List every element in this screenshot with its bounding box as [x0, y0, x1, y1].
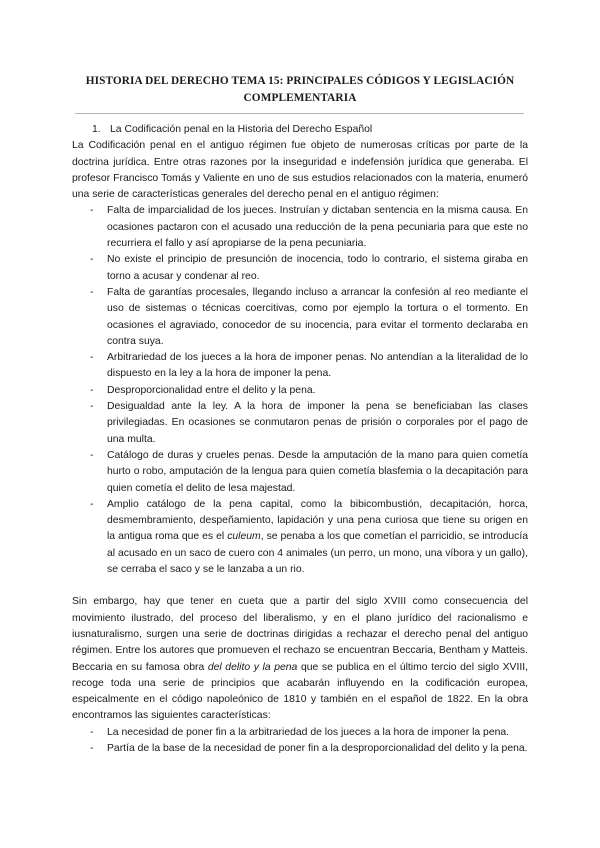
list-item — [72, 399, 528, 448]
list-item-text: Falta de garantías procesales, llegando incluso a arrancar la confesión al reo mediante el uso de sistemas o técnicas coercitivas, como por ejemplo la tortura o el tormento. En ocasiones el agraviado, conocedor de su inocencia, para evitar el tormento declaraba en contra suya. — [107, 286, 528, 347]
list-item — [72, 252, 528, 285]
section-heading — [92, 122, 528, 138]
dash-bullet: - — [90, 352, 94, 364]
list-item-text: No existe el principio de presunción de inocencia, todo lo contrario, el sistema giraba en torno a acusar y condenar al reo. — [107, 254, 528, 282]
list-item — [72, 725, 528, 741]
list-item-text: Desproporcionalidad entre el delito y la pena. — [107, 384, 316, 396]
paragraph-gap — [72, 578, 528, 594]
list-item — [72, 383, 528, 399]
second-paragraph-end: que se publica en el último tercio del siglo XVIII, recoge toda una serie de principios que acabarán influyendo en la codificación europea, espeicalmente en el código napoleónico de 1810 y también en el español de 1822. En la obra encontramos las siguientes características: — [72, 661, 528, 722]
section-number: 1. — [92, 124, 101, 135]
list-item-text: Amplio catálogo de la pena capital, como la bibicombustión, decapitación, horca, desmembramiento, despeñamiento, lapidación y una pena curiosa que tiene su origen en la antigua roma que es el — [107, 498, 528, 543]
dash-bullet: - — [90, 401, 94, 413]
section-heading-text: La Codificación penal en la Historia del Derecho Español — [110, 124, 373, 135]
list-item-text: Falta de imparcialidad de los jueces. Instruían y dictaban sentencia en la misma causa. En ocasiones pactaron con el acusado una reducción de la pena pecuniaria para que este no recurriera el fallo y así apropiarse de la pena pecuniaria. — [107, 205, 528, 250]
culeum-term: culeum — [227, 531, 261, 543]
dash-bullet: - — [90, 286, 94, 298]
document-title: HISTORIA DEL DERECHO TEMA 15: PRINCIPALES CÓDIGOS Y LEGISLACIÓN COMPLEMENTARIA — [85, 75, 515, 104]
dash-bullet: - — [90, 742, 94, 754]
characteristics-list — [72, 203, 528, 578]
list-item — [72, 285, 528, 350]
list-item-text: Catálogo de duras y crueles penas. Desde la amputación de la mano para quien cometía hurto o robo, amputación de la lengua para quien cometía blasfemia o la decapitación para quien cometía el delito de lesa majestad. — [107, 449, 528, 494]
book-title: del delito y la pena — [207, 661, 298, 673]
dash-bullet: - — [90, 384, 94, 396]
list-item — [72, 350, 528, 383]
document-body — [72, 122, 528, 757]
list-item-text: Desigualdad ante la ley. A la hora de imponer la pena se beneficiaban las clases privilegiadas. En ocasiones se conmutaron penas de prisión o corporales por el pago de una multa. — [107, 401, 528, 445]
list-item-text: Partía de la base de la necesidad de poner fin a la desproporcionalidad del delito y la pena. — [107, 742, 528, 754]
second-paragraph-start: Sin embargo, hay que tener en cueta que a partir del siglo XVIII como consecuencia del movimiento ilustrado, del proceso del liberalismo, y en el plano jurídico del racionalismo e iusnaturalismo, surgen una serie de doctrinas dirigidas a rechazar el derecho penal del antiguo régimen. Entre los autores que promueven el rechazo se encuentran Beccaria, Bentham y Matteis. Beccaria en su famosa obra — [72, 596, 528, 673]
dash-bullet: - — [90, 254, 94, 266]
dash-bullet: - — [90, 449, 94, 461]
list-item — [72, 203, 528, 252]
intro-paragraph: La Codificación penal en el antiguo régimen fue objeto de numerosas críticas por parte de la doctrina jurídica. Entre otras razones por la inseguridad e indefensión jurídica que generaba. El profesor Francisco Tomás y Valiente en uno de sus estudios relacionados con la materia, enumeró una serie de características generales del derecho penal en el antiguo régimen: — [72, 140, 528, 201]
list-item-text-continued: , se penaba a los que cometían el parricidio, se introducía al acusado en un saco de cuero con 4 animales (un perro, un mono, una víbora y un gallo), se cerraba el saco y se le lanzaba a un rio. — [107, 531, 528, 576]
dash-bullet: - — [90, 498, 94, 510]
beccaria-list — [72, 725, 528, 758]
dash-bullet: - — [90, 205, 94, 217]
dash-bullet: - — [90, 726, 94, 738]
list-item-text: La necesidad de poner fin a la arbitrariedad de los jueces a la hora de imponer la pena. — [107, 726, 510, 738]
second-paragraph — [72, 594, 528, 724]
title-divider — [75, 113, 524, 114]
list-item — [72, 497, 528, 578]
list-item — [72, 741, 528, 757]
list-item-text: Arbitrariedad de los jueces a la hora de imponer penas. No antendían a la literalidad de lo dispuesto en la ley a la hora de imponer la pena. — [107, 352, 528, 380]
list-item — [72, 448, 528, 497]
